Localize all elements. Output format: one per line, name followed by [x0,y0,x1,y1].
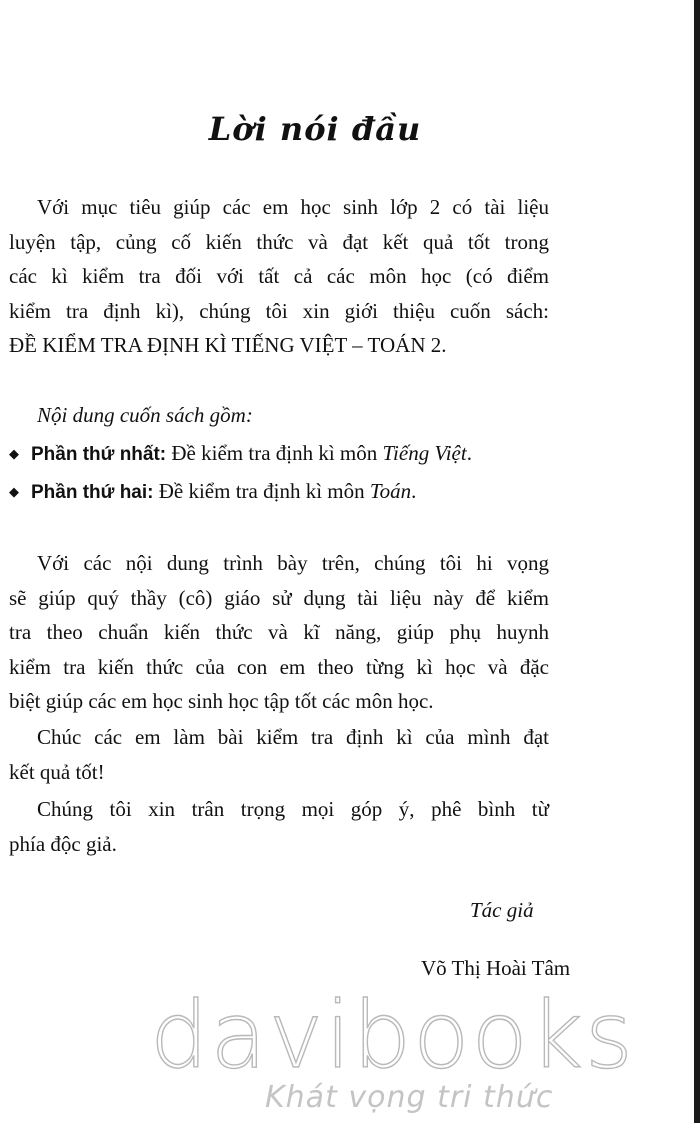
part-label: Phần thứ hai: [31,482,154,503]
book-title-line: ĐỀ KIỂM TRA ĐỊNH KÌ TIẾNG VIỆT – TOÁN 2. [9,333,447,357]
list-item [9,436,472,473]
contents-heading-text: Nội dung cuốn sách gồm: [37,403,253,427]
text-line: kết quả tốt! [9,759,105,784]
text-line: Chúng tôi xin trân trọng mọi góp ý, phê bình từ [37,797,549,821]
part-text: Đề kiểm tra định kì môn [166,441,383,465]
diamond-bullet-icon: ◆ [9,485,19,500]
text-line: các kì kiểm tra đối với tất cả các môn học (có điểm [9,264,549,288]
text-line: sẽ giúp quý thầy (cô) giáo sử dụng tài liệu này để kiểm [9,585,549,610]
part-text: Đề kiểm tra định kì môn [153,479,370,503]
part-label: Phần thứ nhất: [31,444,167,465]
part-subject: Toán [369,479,412,503]
text-line: tra theo chuẩn kiến thức và kĩ năng, giúp phụ huynh [9,620,549,644]
wish-paragraph [9,720,549,789]
text-line: phía độc giả. [9,831,117,856]
part-subject: Tiếng Việt [382,441,467,465]
text-line: luyện tập, củng cố kiến thức và đạt kết quả tốt trong [9,229,549,254]
text-line: kiểm tra kiến thức của con em theo từng kì học và đặc [9,654,549,679]
list-item [9,474,416,511]
text-line: Chúc các em làm bài kiểm tra định kì của mình đạt [37,725,549,749]
part-end: . [466,441,472,465]
author-name: Võ Thị Hoài Tâm [421,956,571,980]
text-line: kiểm tra định kì), chúng tôi xin giới thiệu cuốn sách: [9,298,549,323]
hope-paragraph [9,546,549,719]
part-end: . [411,479,417,503]
page-edge [694,0,700,1123]
watermark-logo: davibooks [150,982,635,1089]
contents-heading [9,398,549,433]
diamond-bullet-icon: ◆ [9,447,19,462]
watermark-tagline: Khát vọng tri thức [265,1080,554,1115]
intro-paragraph [9,190,549,363]
text-line: Với các nội dung trình bày trên, chúng tôi hi vọng [37,551,549,575]
text-line: biệt giúp các em học sinh học tập tốt các môn học. [9,689,434,713]
author-label: Tác giả [470,898,534,922]
page-title: Lời nói đầu [208,110,422,148]
text-line: Với mục tiêu giúp các em học sinh lớp 2 có tài liệu [37,195,549,219]
thanks-paragraph [9,792,549,861]
